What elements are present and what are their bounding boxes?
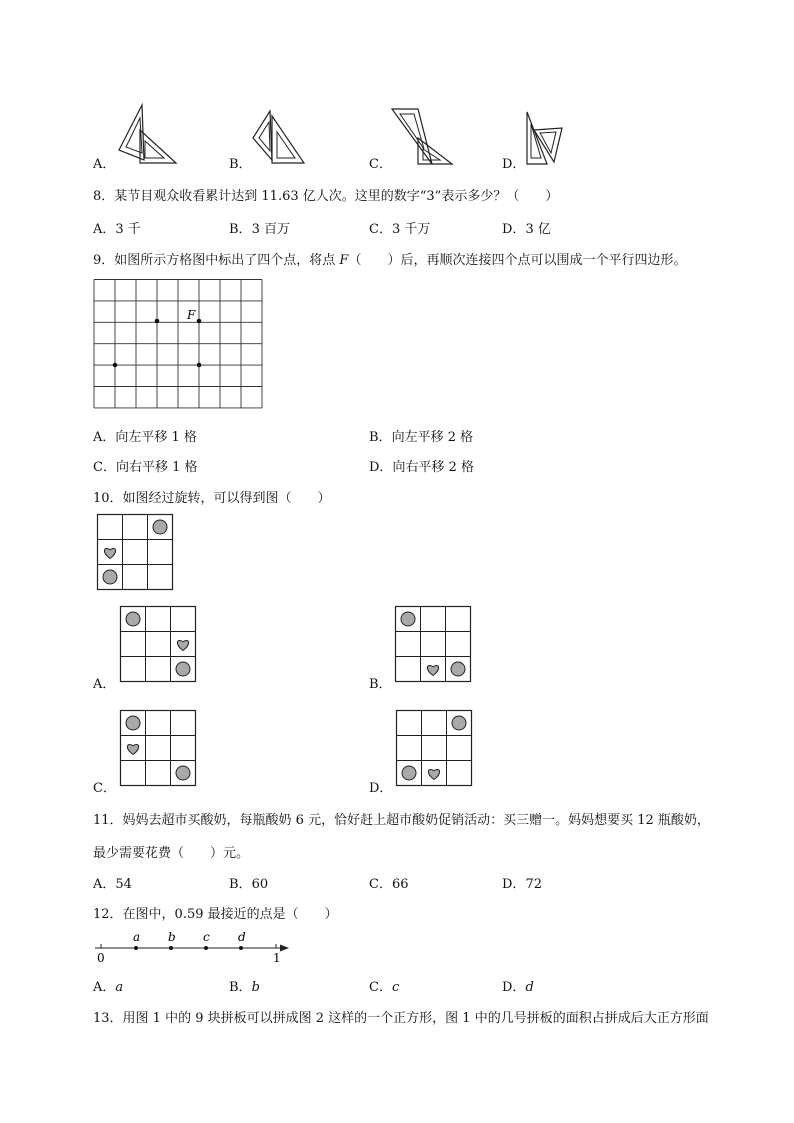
number-line-end-label: 1 bbox=[273, 951, 281, 965]
q10-option-d-figure[interactable] bbox=[396, 710, 472, 786]
q10-option-a-letter: A． bbox=[93, 677, 116, 692]
option-letter: D． bbox=[502, 877, 526, 892]
circle-marker bbox=[176, 766, 190, 780]
option-letter: C． bbox=[369, 980, 392, 995]
option-letter: C． bbox=[369, 222, 392, 237]
q11-question-line1 bbox=[93, 809, 710, 828]
option-letter: D． bbox=[502, 222, 526, 237]
q7-option-b-figure bbox=[250, 108, 310, 166]
q10-original-figure bbox=[97, 514, 173, 590]
grid-point bbox=[113, 363, 118, 368]
q8-question bbox=[93, 185, 558, 204]
q12-number-line bbox=[93, 928, 293, 964]
q13-text: 用图 1 中的 9 块拼板可以拼成图 2 这样的一个正方形，图 1 中的几号拼板的面积占拼成后大正方形面 bbox=[122, 1011, 709, 1026]
q12-option-d[interactable] bbox=[502, 976, 534, 995]
option-letter: D． bbox=[502, 980, 526, 995]
option-text: 3 千 bbox=[115, 222, 141, 237]
q7-option-d-letter: D． bbox=[502, 157, 526, 172]
point-a-label: a bbox=[133, 930, 141, 944]
point-c bbox=[204, 946, 208, 950]
grid-point-f bbox=[197, 319, 202, 324]
q10-option-a-figure[interactable] bbox=[120, 606, 196, 682]
circle-marker bbox=[176, 662, 190, 676]
option-letter: C． bbox=[93, 460, 116, 475]
option-letter: B． bbox=[369, 430, 392, 445]
q12-question bbox=[93, 903, 338, 922]
option-text: 60 bbox=[251, 877, 269, 892]
q8-number: 8． bbox=[93, 189, 115, 204]
point-b-label: b bbox=[168, 930, 176, 944]
q11-number: 11． bbox=[93, 813, 123, 828]
q8-text: 某节目观众收看累计达到 11.63 亿人次。这里的数字“3”表示多少？（ ） bbox=[114, 189, 559, 204]
grid-label-f: F bbox=[187, 308, 196, 322]
q11-option-c[interactable] bbox=[369, 873, 409, 892]
point-b bbox=[169, 946, 173, 950]
option-letter: A． bbox=[93, 877, 116, 892]
q10-option-b-figure[interactable] bbox=[395, 606, 471, 682]
q11-text-line1: 妈妈去超市买酸奶，每瓶酸奶 6 元，恰好赶上超市酸奶促销活动：买三赠一。妈妈想要买 12 瓶酸奶， bbox=[122, 813, 710, 828]
q9-point-label: F bbox=[339, 253, 349, 268]
q13-number: 13． bbox=[93, 1011, 123, 1026]
q12-number: 12． bbox=[93, 907, 123, 922]
q8-option-a[interactable] bbox=[93, 218, 141, 237]
q9-option-a[interactable] bbox=[93, 426, 197, 445]
option-text: 3 百万 bbox=[251, 222, 290, 237]
q10-option-c-letter: C． bbox=[93, 781, 116, 796]
q9-number: 9． bbox=[93, 253, 115, 268]
option-text: 72 bbox=[525, 877, 542, 892]
q7-option-c-letter: C． bbox=[369, 157, 392, 172]
option-text: d bbox=[525, 980, 534, 995]
heart-marker bbox=[127, 744, 138, 754]
q12-option-c[interactable] bbox=[369, 976, 399, 995]
circle-marker bbox=[452, 716, 466, 730]
option-text: 66 bbox=[391, 877, 409, 892]
circle-marker bbox=[126, 612, 140, 626]
q8-option-d[interactable] bbox=[502, 218, 551, 237]
heart-marker bbox=[177, 640, 188, 650]
q12-option-b[interactable] bbox=[229, 976, 260, 995]
point-d-label: d bbox=[238, 930, 246, 944]
q10-text: 如图经过旋转，可以得到图（ ） bbox=[122, 491, 331, 506]
option-text: 向右平移 2 格 bbox=[392, 460, 474, 475]
circle-marker bbox=[126, 716, 140, 730]
q9-question bbox=[93, 249, 686, 268]
option-letter: A． bbox=[93, 222, 116, 237]
q8-option-c[interactable] bbox=[369, 218, 430, 237]
heart-marker bbox=[104, 548, 115, 558]
option-text: 3 亿 bbox=[525, 222, 551, 237]
q10-option-b-letter: B． bbox=[369, 677, 392, 692]
point-d bbox=[239, 946, 243, 950]
option-text: 向左平移 2 格 bbox=[391, 430, 474, 445]
q9-option-b[interactable] bbox=[369, 426, 473, 445]
q10-option-d-letter: D． bbox=[369, 781, 393, 796]
q10-number: 10． bbox=[93, 491, 123, 506]
q9-text-before: 如图所示方格图中标出了四个点，将点 bbox=[114, 253, 340, 268]
q11-option-d[interactable] bbox=[502, 873, 542, 892]
number-line-start-label: 0 bbox=[97, 951, 105, 965]
circle-marker bbox=[153, 520, 167, 534]
option-text: c bbox=[391, 980, 400, 995]
option-letter: C． bbox=[369, 877, 392, 892]
option-text: a bbox=[115, 980, 124, 995]
q9-option-c[interactable] bbox=[93, 456, 198, 475]
q9-text-after: （ ）后，再顺次连接四个点可以围成一个平行四边形。 bbox=[348, 253, 687, 268]
q7-option-c-figure bbox=[388, 104, 460, 166]
circle-marker bbox=[103, 570, 117, 584]
q13-question bbox=[93, 1007, 709, 1026]
q12-text: 在图中，0.59 最接近的点是（ ） bbox=[122, 907, 338, 922]
option-letter: B． bbox=[229, 877, 252, 892]
option-text: 向左平移 1 格 bbox=[115, 430, 197, 445]
circle-marker bbox=[401, 612, 415, 626]
q12-option-a[interactable] bbox=[93, 976, 123, 995]
grid-point bbox=[155, 319, 160, 324]
option-letter: B． bbox=[229, 980, 252, 995]
option-text: 54 bbox=[115, 877, 132, 892]
q10-option-c-figure[interactable] bbox=[120, 710, 196, 786]
q9-grid-figure bbox=[93, 279, 265, 409]
q7-option-d-figure bbox=[522, 110, 566, 166]
point-a bbox=[134, 946, 138, 950]
q11-option-a[interactable] bbox=[93, 873, 132, 892]
q7-option-b-letter: B． bbox=[229, 157, 252, 172]
circle-marker bbox=[402, 766, 416, 780]
q9-option-d[interactable] bbox=[369, 456, 474, 475]
option-text: 向右平移 1 格 bbox=[115, 460, 198, 475]
number-line-arrow bbox=[280, 945, 289, 952]
grid-lines bbox=[94, 280, 262, 408]
option-text: 3 千万 bbox=[391, 222, 431, 237]
option-letter: D． bbox=[369, 460, 393, 475]
grid-point bbox=[197, 363, 202, 368]
option-letter: A． bbox=[93, 430, 116, 445]
q10-question bbox=[93, 487, 331, 506]
q11-option-b[interactable] bbox=[229, 873, 268, 892]
q7-option-a-figure bbox=[112, 100, 182, 165]
q7-option-a-letter: A． bbox=[93, 157, 116, 172]
option-text: b bbox=[251, 980, 260, 995]
heart-marker bbox=[427, 665, 438, 675]
point-c-label: c bbox=[203, 930, 210, 944]
option-letter: A． bbox=[93, 980, 116, 995]
q8-option-b[interactable] bbox=[229, 218, 290, 237]
circle-marker bbox=[451, 662, 465, 676]
q11-text-line2: 最少需要花费（ ）元。 bbox=[93, 846, 250, 861]
heart-marker bbox=[428, 769, 439, 779]
option-letter: B． bbox=[229, 222, 252, 237]
